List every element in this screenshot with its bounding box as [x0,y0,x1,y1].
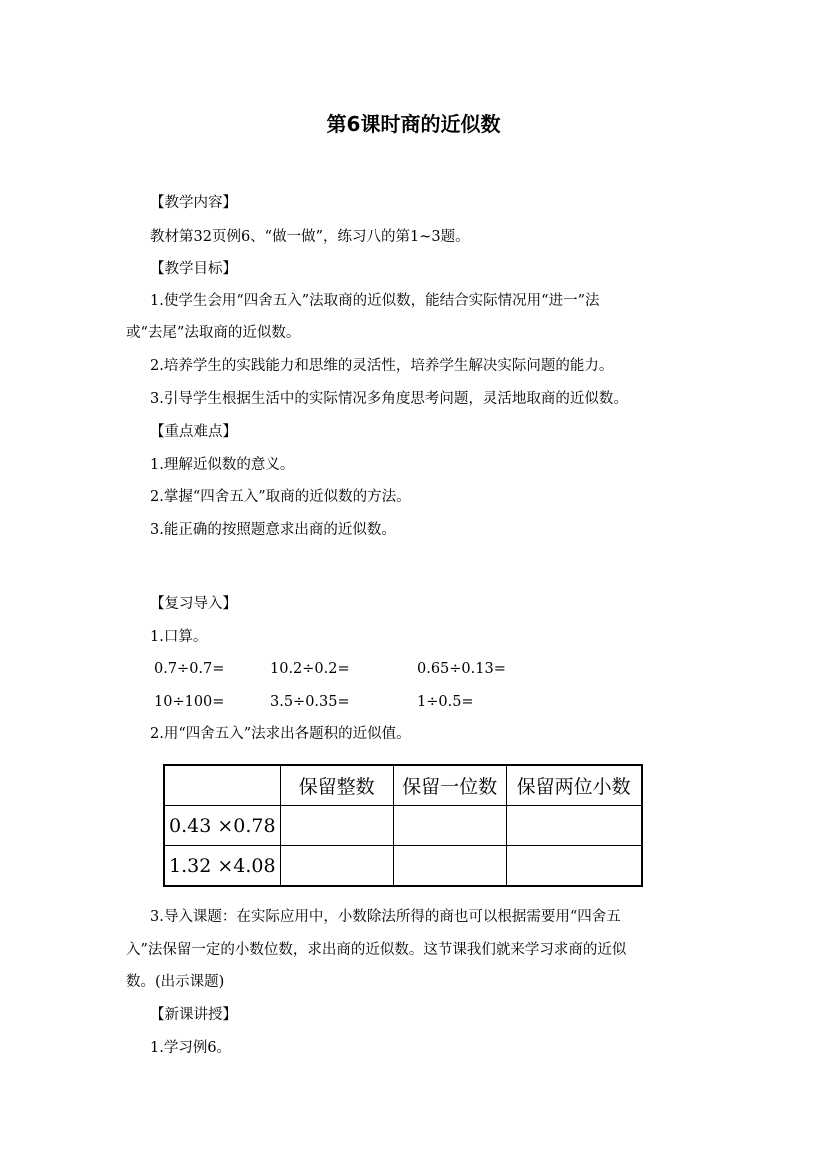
table-header-cell: 保留整数 [280,765,393,806]
goal-item-3: 3.引导学生根据生活中的实际情况多角度思考问题，灵活地取商的近似数。 [150,391,628,407]
section-heading-keypoints: 【重点难点】 [150,424,237,440]
goal-item-1-line-2: 或“去尾”法取商的近似数。 [126,325,301,341]
table-header-cell: 保留两位小数 [506,765,642,806]
table-cell-expression: 1.32 ×4.08 [164,846,280,887]
review-item-3-line-2: 入”法保留一定的小数位数，求出商的近似数。这节课我们就来学习求商的近似 [126,942,627,958]
new-lesson-item-1: 1.学习例6。 [150,1040,232,1056]
review-item-2: 2.用“四舍五入”法求出各题积的近似值。 [150,726,411,742]
review-item-1: 1.口算。 [150,629,208,645]
calc-expression: 10.2÷0.2= [270,661,350,677]
calc-expression: 0.65÷0.13= [417,661,506,677]
keypoint-item-1: 1.理解近似数的意义。 [150,457,295,473]
content-text: 教材第32页例6、“做一做”，练习八的第1~3题。 [150,229,470,245]
section-heading-review: 【复习导入】 [150,596,237,612]
goal-item-1-line-1: 1.使学生会用“四舍五入”法取商的近似数，能结合实际情况用“进一”法 [150,293,600,309]
section-heading-content: 【教学内容】 [150,195,237,211]
table-cell-answer[interactable] [393,846,506,887]
table-header-cell [164,765,280,806]
calc-expression: 10÷100= [154,694,225,710]
calc-expression: 3.5÷0.35= [270,694,350,710]
table-cell-answer[interactable] [506,806,642,846]
table-cell-answer[interactable] [280,806,393,846]
table-header-cell: 保留一位数 [393,765,506,806]
review-item-3-line-3: 数。(出示课题) [126,974,225,990]
calc-expression: 1÷0.5= [417,694,474,710]
table-cell-answer[interactable] [280,846,393,887]
page-title: 第6课时商的近似数 [326,112,501,136]
table-cell-answer[interactable] [393,806,506,846]
section-heading-new-lesson: 【新课讲授】 [150,1007,237,1023]
table-cell-expression: 0.43 ×0.78 [164,806,280,846]
table-row [164,846,642,887]
goal-item-2: 2.培养学生的实践能力和思维的灵活性，培养学生解决实际问题的能力。 [150,358,614,374]
keypoint-item-3: 3.能正确的按照题意求出商的近似数。 [150,522,396,538]
section-heading-goals: 【教学目标】 [150,261,237,277]
keypoint-item-2: 2.掌握“四舍五入”取商的近似数的方法。 [150,489,411,505]
review-item-3-line-1: 3.导入课题：在实际应用中，小数除法所得的商也可以根据需要用“四舍五 [150,909,621,925]
table-header-row [164,765,642,806]
table-cell-answer[interactable] [506,846,642,887]
table-row [164,806,642,846]
calc-expression: 0.7÷0.7= [154,661,225,677]
approximation-table [163,764,643,887]
